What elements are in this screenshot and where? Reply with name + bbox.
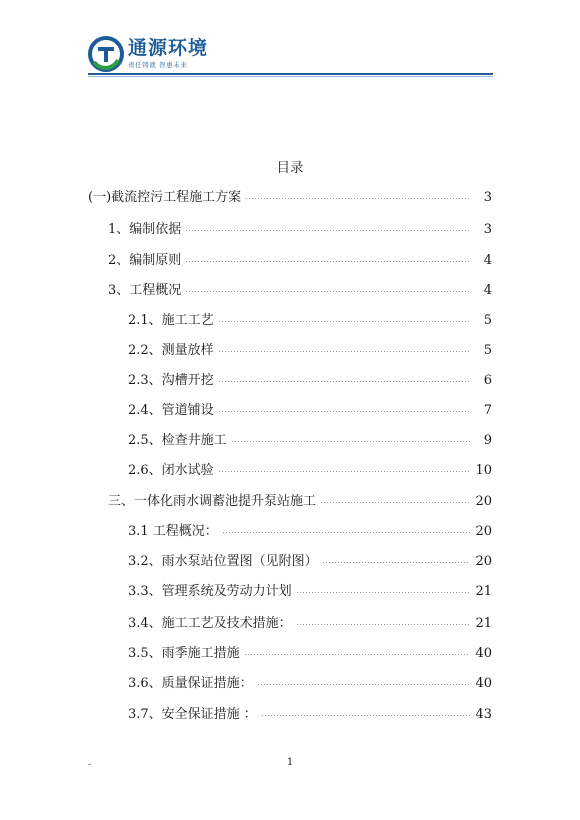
toc-entry[interactable]: [88, 186, 492, 204]
toc-entry[interactable]: [128, 369, 492, 387]
toc-entry-page: 10: [475, 463, 492, 478]
toc-entry-page: 5: [483, 343, 492, 358]
toc-entry-page: 20: [475, 554, 492, 569]
toc-entry-label: 2.3、沟槽开挖: [128, 373, 214, 388]
toc-entry-page: 7: [483, 403, 492, 418]
footer-page-number: 1: [286, 757, 294, 768]
toc-entry-label: 3.5、雨季施工措施: [128, 646, 240, 661]
toc-entry-page: 40: [475, 646, 492, 661]
toc-entry-label: 2.6、闭水试验: [128, 463, 214, 478]
toc-dot-leader: [296, 624, 470, 625]
toc-entry[interactable]: [128, 612, 492, 630]
toc-entry-page: 40: [475, 676, 492, 691]
toc-entry-label: 1、编制依据: [108, 222, 182, 237]
toc-entry[interactable]: [128, 309, 492, 327]
toc-entry-page: 21: [475, 616, 492, 631]
header-rule-thin: [88, 76, 493, 77]
company-logo-icon: [88, 36, 124, 72]
toc-entry[interactable]: [128, 703, 492, 721]
toc-entry-page: 20: [475, 494, 492, 509]
toc-entry[interactable]: [128, 672, 492, 690]
toc-entry-label: 3.1 工程概况：: [128, 524, 218, 539]
toc-entry-label: 2.1、施工工艺: [128, 313, 214, 328]
toc-entry-page: 3: [483, 190, 492, 205]
toc-entry[interactable]: [128, 520, 492, 538]
toc-title: 目录: [276, 160, 304, 176]
header-rule: [88, 73, 493, 75]
company-logo-text: [128, 38, 208, 70]
toc-dot-leader: [257, 684, 470, 685]
toc-dot-leader: [185, 291, 470, 292]
toc-entry-label: 2.2、测量放样: [128, 343, 214, 358]
toc-dot-leader: [218, 411, 470, 412]
toc-entry[interactable]: [108, 218, 492, 236]
toc-dot-leader: [222, 532, 470, 533]
toc-entry-page: 4: [483, 253, 492, 268]
toc-dot-leader: [185, 261, 470, 262]
toc-dot-leader: [218, 381, 470, 382]
toc-entry[interactable]: [128, 642, 492, 660]
toc-entry-label: 3.6、质量保证措施：: [128, 676, 253, 691]
toc-dot-leader: [218, 321, 470, 322]
toc-entry-label: 3、工程概况: [108, 283, 182, 298]
toc-entry[interactable]: [128, 339, 492, 357]
company-slogan: 责任铸就 智惠未来: [128, 61, 188, 69]
toc-dot-leader: [320, 502, 470, 503]
toc-entry-page: 5: [483, 313, 492, 328]
toc-entry[interactable]: [128, 399, 492, 417]
page-header: [88, 34, 498, 76]
toc-dot-leader: [296, 592, 470, 593]
toc-entry[interactable]: [128, 550, 492, 568]
toc-dot-leader: [231, 441, 470, 442]
toc-entry[interactable]: [108, 279, 492, 297]
toc-entry[interactable]: [128, 580, 492, 598]
toc-entry[interactable]: [128, 429, 492, 447]
toc-dot-leader: [261, 715, 470, 716]
toc-entry-page: 43: [475, 707, 492, 722]
toc-entry-page: 21: [475, 584, 492, 599]
toc-entry[interactable]: [108, 249, 492, 267]
toc-dot-leader: [245, 198, 470, 199]
toc-entry-label: 3.2、雨水泵站位置图（见附图）: [128, 554, 318, 569]
toc-dot-leader: [244, 654, 470, 655]
toc-entry-label: 3.3、管理系统及劳动力计划: [128, 584, 292, 599]
toc-entry[interactable]: [108, 490, 492, 508]
toc-entry-label: (一)截流控污工程施工方案: [88, 190, 242, 205]
toc-entry-page: 20: [475, 524, 492, 539]
toc-dot-leader: [185, 230, 470, 231]
footer-mark: -: [88, 760, 92, 770]
toc-entry-label: 3.4、施工工艺及技术措施：: [128, 616, 292, 631]
company-name: 通源环境: [128, 37, 209, 59]
toc-entry-label: 2.5、检查井施工: [128, 433, 227, 448]
toc-entry-page: 6: [483, 373, 492, 388]
toc-entry-label: 2、编制原则: [108, 253, 182, 268]
toc-entry-label: 2.4、管道铺设: [128, 403, 214, 418]
toc-entry-label: 三、一体化雨水调蓄池提升泵站施工: [108, 494, 317, 509]
toc-dot-leader: [322, 562, 470, 563]
toc-entry-page: 9: [483, 433, 492, 448]
toc-dot-leader: [218, 471, 470, 472]
toc-entry-page: 3: [483, 222, 492, 237]
toc-entry[interactable]: [128, 459, 492, 477]
toc-entry-label: 3.7、安全保证措施 ：: [128, 707, 257, 722]
toc-entry-page: 4: [483, 283, 492, 298]
toc-dot-leader: [218, 351, 470, 352]
